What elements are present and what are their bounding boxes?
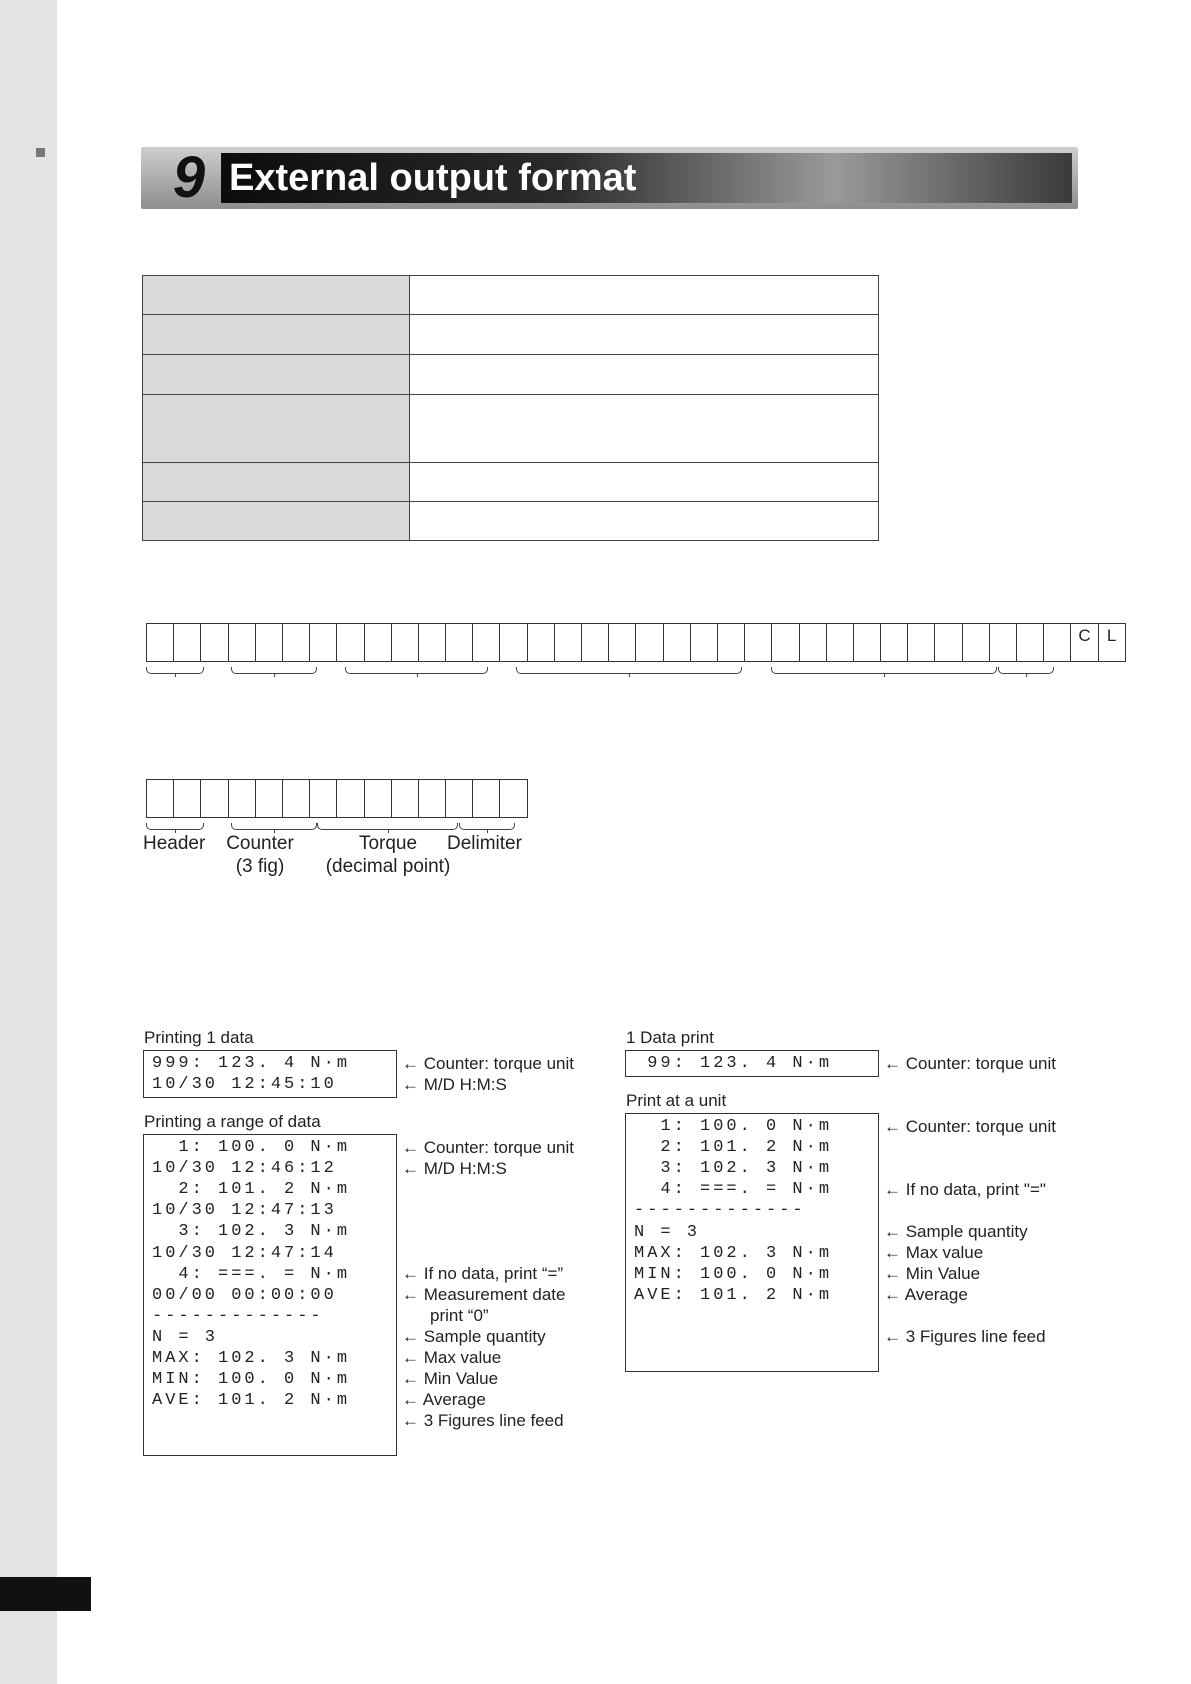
page-tab: [0, 1577, 91, 1611]
note-counter-unit: ← Counter: torque unit: [884, 1054, 1056, 1073]
note-min-value: ← Min Value: [402, 1369, 499, 1388]
char-cell: [744, 623, 772, 662]
print-line: AVE: 101. 2 N·m: [152, 1391, 351, 1411]
spec-label-cell: [143, 355, 410, 395]
note-sample-quantity: ← Sample quantity: [402, 1327, 546, 1346]
note-date-time: ← M/D H:M:S: [402, 1075, 507, 1094]
printing-1-data-title: Printing 1 data: [144, 1028, 254, 1047]
char-cell: [635, 623, 663, 662]
section-title: External output format: [229, 157, 637, 199]
print-line: 00/00 00:00:00: [152, 1285, 337, 1305]
print-line: 4: ===. = N·m: [634, 1180, 833, 1200]
char-cell: [200, 779, 228, 818]
char-cell: [989, 623, 1017, 662]
char-cell: [853, 623, 881, 662]
frame-label-counter-sub: (3 fig): [235, 856, 285, 877]
frame-brace: [146, 823, 204, 830]
frame-label-torque-sub: (decimal point): [325, 856, 451, 877]
char-cell: [418, 623, 446, 662]
section-number: 9: [172, 145, 206, 210]
frame-brace: [345, 667, 488, 674]
note-line-feed: ← 3 Figures line feed: [402, 1411, 564, 1430]
print-line: 2: 101. 2 N·m: [634, 1138, 833, 1158]
char-cell: [228, 623, 256, 662]
note-line-feed: ← 3 Figures line feed: [884, 1327, 1046, 1346]
char-cell: [146, 779, 174, 818]
frame-label-torque: Torque: [358, 833, 418, 854]
char-cell: [364, 779, 392, 818]
char-cell: [771, 623, 799, 662]
char-cell: [255, 779, 283, 818]
frame-brace: [231, 667, 317, 674]
char-cell: [336, 779, 364, 818]
char-cell: [690, 623, 718, 662]
note-sample-quantity: ← Sample quantity: [884, 1222, 1028, 1241]
frame-brace: [231, 823, 317, 830]
spec-row: [143, 395, 879, 463]
char-cell: [173, 623, 201, 662]
spec-row: [143, 276, 879, 315]
char-cell: [717, 623, 745, 662]
char-cell: [228, 779, 256, 818]
char-cell: [880, 623, 908, 662]
char-cell: [1016, 623, 1044, 662]
spec-row: [143, 315, 879, 355]
note-no-data: ← If no data, print "=": [884, 1180, 1046, 1199]
char-cell: [364, 623, 392, 662]
section-banner: [141, 147, 1078, 209]
char-cell: L: [1098, 623, 1126, 662]
char-cell: [255, 623, 283, 662]
char-cell: [608, 623, 636, 662]
spec-value-cell: [410, 395, 879, 463]
char-cell: [499, 623, 527, 662]
note-average: ← Average: [402, 1390, 486, 1409]
print-line: 1: 100. 0 N·m: [152, 1138, 351, 1157]
spec-value-cell: [410, 355, 879, 395]
print-at-unit-title: Print at a unit: [626, 1091, 727, 1110]
char-cell: [173, 779, 201, 818]
spec-table: [142, 275, 879, 541]
print-line: MAX: 102. 3 N·m: [634, 1243, 833, 1263]
char-cell: [581, 623, 609, 662]
frame-brace: [771, 667, 997, 674]
char-cell: [336, 623, 364, 662]
print-line: 2: 101. 2 N·m: [152, 1180, 351, 1200]
spec-value-cell: [410, 276, 879, 315]
frame-brace: [317, 823, 458, 830]
note-min-value: ← Min Value: [884, 1264, 981, 1283]
print-line: 10/30 12:46:12: [152, 1159, 337, 1179]
print-line: MIN: 100. 0 N·m: [634, 1264, 833, 1284]
print-line: 10/30 12:45:10: [152, 1075, 337, 1094]
char-cell: [472, 623, 500, 662]
char-cell: [907, 623, 935, 662]
spec-row: [143, 463, 879, 502]
spec-label-cell: [143, 502, 410, 541]
spec-label-cell: [143, 315, 410, 355]
frame-label-delimiter: Delimiter: [447, 833, 522, 854]
note-measurement-date-2: print “0”: [430, 1306, 489, 1325]
spec-row: [143, 355, 879, 395]
char-cell: [1043, 623, 1071, 662]
spec-label-cell: [143, 463, 410, 502]
char-cell: [554, 623, 582, 662]
char-cell: [934, 623, 962, 662]
page-margin-strip: [0, 0, 57, 1684]
spec-value-cell: [410, 463, 879, 502]
char-cell: [282, 779, 310, 818]
note-counter-unit: ← Counter: torque unit: [884, 1117, 1056, 1136]
note-date-time: ← M/D H:M:S: [402, 1159, 507, 1178]
output-frame-cells: [146, 623, 1125, 662]
print-line: 99: 123. 4 N·m: [634, 1054, 833, 1073]
print-line: N = 3: [152, 1327, 219, 1347]
note-no-data: ← If no data, print “=”: [402, 1264, 564, 1283]
char-cell: [472, 779, 500, 818]
spec-label-cell: [143, 395, 410, 463]
note-counter-unit: ← Counter: torque unit: [402, 1138, 574, 1157]
char-cell: [309, 623, 337, 662]
print-line: -------------: [634, 1201, 806, 1221]
char-cell: [445, 779, 473, 818]
frame-label-header: Header: [143, 833, 206, 854]
char-cell: [146, 623, 174, 662]
char-cell: C: [1070, 623, 1098, 662]
note-counter-unit: ← Counter: torque unit: [402, 1054, 574, 1073]
print-line: 1: 100. 0 N·m: [634, 1117, 833, 1136]
print-line: 4: ===. = N·m: [152, 1264, 351, 1284]
print-line: AVE: 101. 2 N·m: [634, 1285, 833, 1305]
char-cell: [309, 779, 337, 818]
printing-range-title: Printing a range of data: [144, 1112, 321, 1131]
frame-brace: [146, 667, 204, 674]
char-cell: [799, 623, 827, 662]
spec-value-cell: [410, 315, 879, 355]
data-print-title: 1 Data print: [626, 1028, 714, 1047]
frame-brace: [998, 667, 1054, 674]
print-line: N = 3: [634, 1222, 701, 1242]
char-cell: [663, 623, 691, 662]
note-measurement-date: ← Measurement date: [402, 1285, 566, 1304]
print-line: MAX: 102. 3 N·m: [152, 1349, 351, 1368]
print-line: 3: 102. 3 N·m: [152, 1222, 351, 1242]
print-line: 3: 102. 3 N·m: [634, 1159, 833, 1179]
char-cell: [282, 623, 310, 662]
note-max-value: ← Max value: [402, 1348, 502, 1367]
note-max-value: ← Max value: [884, 1243, 984, 1262]
print-line: 10/30 12:47:13: [152, 1201, 337, 1221]
frame-label-counter: Counter: [226, 833, 294, 854]
print-line: -------------: [152, 1306, 324, 1326]
frame-brace: [516, 667, 742, 674]
char-cell: [826, 623, 854, 662]
frame-brace: [459, 823, 515, 830]
spec-label-cell: [143, 276, 410, 315]
spec-value-cell: [410, 502, 879, 541]
char-cell: [962, 623, 990, 662]
char-cell: [527, 623, 555, 662]
margin-marker: [36, 148, 45, 157]
print-line: 999: 123. 4 N·m: [152, 1054, 351, 1073]
char-cell: [391, 779, 419, 818]
print-line: MIN: 100. 0 N·m: [152, 1370, 351, 1390]
char-cell: [445, 623, 473, 662]
output-frame-cells-short: [146, 779, 527, 818]
print-line: 10/30 12:47:14: [152, 1243, 337, 1263]
char-cell: [200, 623, 228, 662]
char-cell: [499, 779, 527, 818]
char-cell: [418, 779, 446, 818]
spec-row: [143, 502, 879, 541]
char-cell: [391, 623, 419, 662]
note-average: ← Average: [884, 1285, 968, 1304]
